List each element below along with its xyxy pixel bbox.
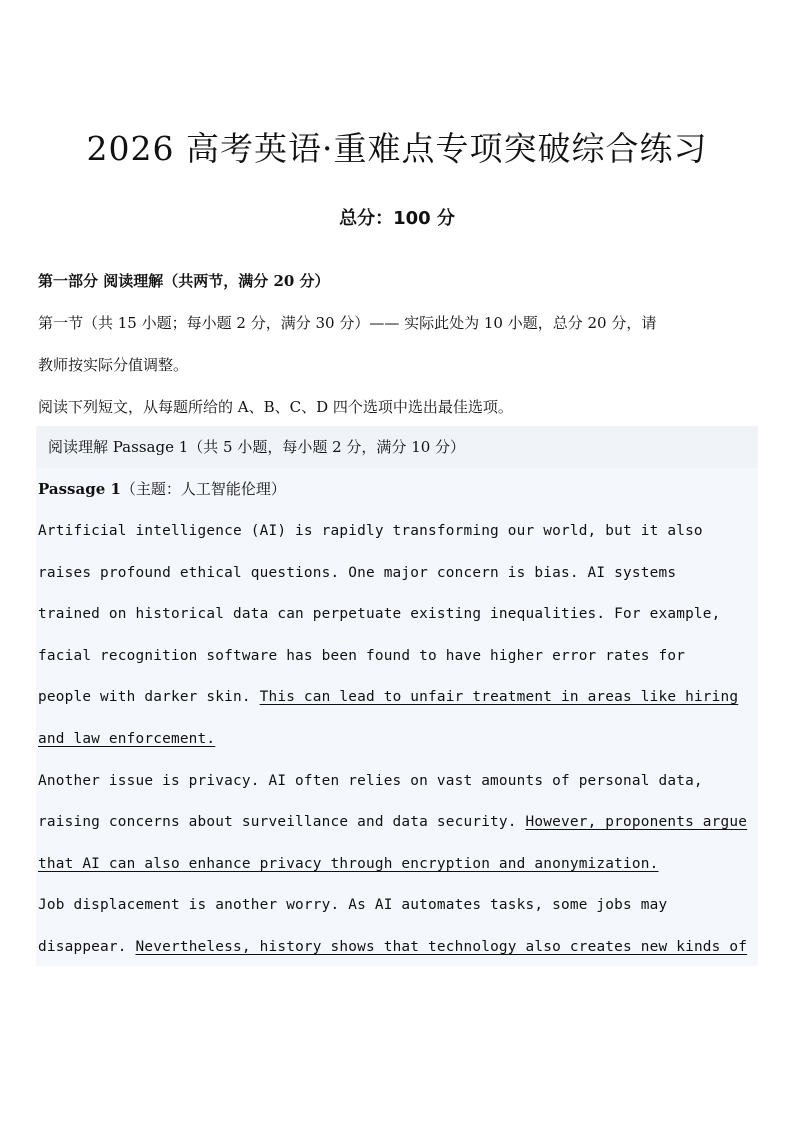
passage-line: [38, 686, 760, 728]
passage-line-underlined: Nevertheless, history shows that technology also creates new kinds of: [135, 938, 748, 955]
passage-line-underlined: that AI can also enhance privacy through encryption and anonymization.: [38, 855, 659, 872]
passage-text: [38, 520, 760, 978]
total-score: 总分：100 分: [339, 208, 455, 229]
section-note: 教师按实际分值调整。: [38, 356, 189, 374]
page-title: 2026 高考英语·重难点专项突破综合练习: [86, 129, 708, 168]
section-info: 第一节（共 15 小题；每小题 2 分，满分 30 分）—— 实际此处为 10 小题，总分 20 分，请: [38, 314, 657, 332]
passage-line-text: people with darker skin.: [38, 689, 260, 706]
passage-line-text: raises profound ethical questions. One major concern is bias. AI systems: [38, 564, 677, 581]
passage-line-text: raising concerns about surveillance and data security.: [38, 814, 526, 831]
passage-line: [38, 603, 760, 645]
passage-line-underlined: However, proponents argue: [525, 814, 748, 831]
passage-line-text: disappear.: [38, 938, 136, 955]
passage-title-strong: Passage 1: [38, 480, 121, 498]
passage-header: 阅读理解 Passage 1（共 5 小题，每小题 2 分，满分 10 分）: [48, 438, 466, 456]
passage-line: [38, 811, 760, 853]
reading-instruction: 阅读下列短文，从每题所给的 A、B、C、D 四个选项中选出最佳选项。: [38, 398, 513, 416]
part-heading: 第一部分 阅读理解（共两节，满分 20 分）: [38, 272, 330, 290]
passage-line: [38, 853, 760, 895]
passage-line: [38, 645, 760, 687]
passage-title: [38, 478, 286, 500]
passage-line: [38, 936, 760, 978]
passage-line-underlined: and law enforcement.: [38, 730, 216, 747]
passage-title-topic: （主题：人工智能伦理）: [120, 480, 286, 498]
passage-line: [38, 562, 760, 604]
passage-header-strip: [36, 426, 758, 468]
passage-line: [38, 770, 760, 812]
passage-line: [38, 520, 760, 562]
passage-line-text: trained on historical data can perpetuate existing inequalities. For example,: [38, 606, 721, 623]
passage-line-text: Another issue is privacy. AI often relies on vast amounts of personal data,: [38, 772, 703, 789]
passage-box: [36, 426, 758, 966]
passage-line-text: Artificial intelligence (AI) is rapidly transforming our world, but it also: [38, 523, 703, 539]
passage-line-text: Job displacement is another worry. As AI automates tasks, some jobs may: [38, 897, 668, 914]
passage-line-text: facial recognition software has been found to have higher error rates for: [38, 647, 686, 664]
passage-line: [38, 894, 760, 936]
passage-line-underlined: This can lead to unfair treatment in areas like hiring: [259, 689, 739, 706]
passage-line: [38, 728, 760, 770]
